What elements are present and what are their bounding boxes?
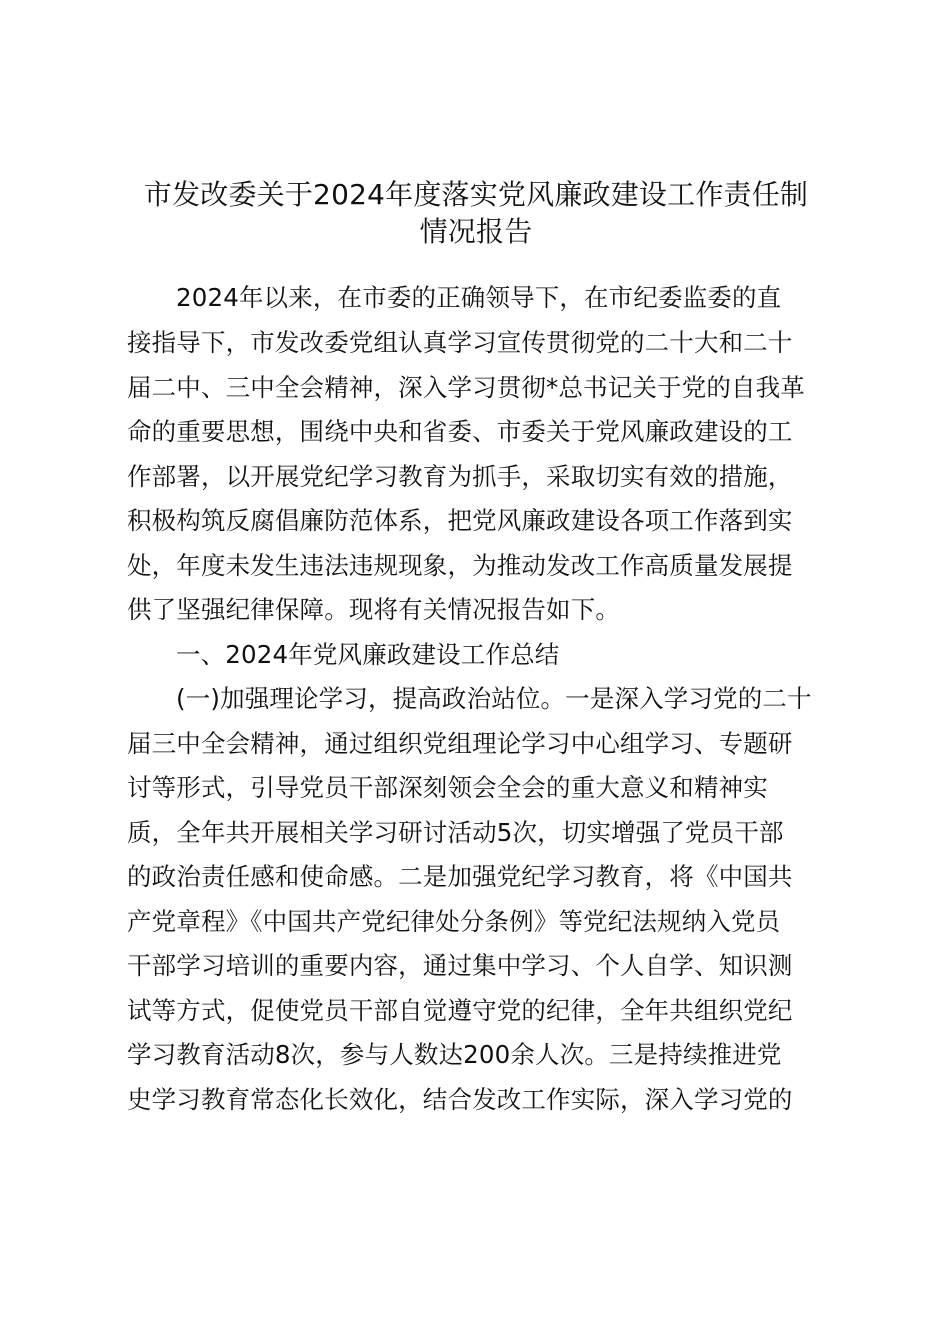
- body-line: 学习教育活动8次，参与人数达200余人次。三是持续推进党: [127, 1040, 782, 1069]
- body-line: 试等方式，促使党员干部自觉遵守党的纪律，全年共组织党纪: [127, 996, 793, 1025]
- body-line: 作部署，以开展党纪学习教育为抓手，采取切实有效的措施，: [127, 462, 793, 491]
- body-line: 接指导下，市发改委党组认真学习宣传贯彻党的二十大和二十: [127, 328, 793, 357]
- title-line-1: 市发改委关于2024年度落实党风廉政建设工作责任制: [143, 178, 809, 211]
- body-line: 质，全年共开展相关学习研讨活动5次，切实增强了党员干部: [127, 818, 784, 847]
- title-line-2: 情况报告: [419, 215, 533, 248]
- body-line: 供了坚强纪律保障。现将有关情况报告如下。: [127, 595, 620, 624]
- body-line: 干部学习培训的重要内容，通过集中学习、个人自学、知识测: [127, 951, 793, 980]
- body-line: 命的重要思想，围绕中央和省委、市委关于党风廉政建设的工: [127, 417, 793, 446]
- section-heading: 一、2024年党风廉政建设工作总结: [176, 640, 560, 669]
- body-line: 讨等形式，引导党员干部深刻领会全会的重大意义和精神实: [127, 773, 768, 802]
- body-line: 史学习教育常态化长效化，结合发改工作实际，深入学习党的: [127, 1085, 793, 1114]
- body-line: 届三中全会精神，通过组织党组理论学习中心组学习、专题研: [127, 729, 793, 758]
- body-line: 的政治责任感和使命感。二是加强党纪学习教育，将《中国共: [127, 862, 793, 891]
- body-line: 2024年以来，在市委的正确领导下，在市纪委监委的直: [176, 283, 782, 312]
- body-line: 产党章程》《中国共产党纪律处分条例》等党纪法规纳入党员: [127, 907, 781, 936]
- body-line: 处，年度未发生违法违规现象，为推动发改工作高质量发展提: [127, 551, 793, 580]
- body-line: 积极构筑反腐倡廉防范体系，把党风廉政建设各项工作落到实: [127, 506, 793, 535]
- body-line: 届二中、三中全会精神，深入学习贯彻*总书记关于党的自我革: [127, 373, 805, 402]
- document-title: [120, 176, 832, 250]
- body-line: (一)加强理论学习，提高政治站位。一是深入学习党的二十: [176, 684, 812, 713]
